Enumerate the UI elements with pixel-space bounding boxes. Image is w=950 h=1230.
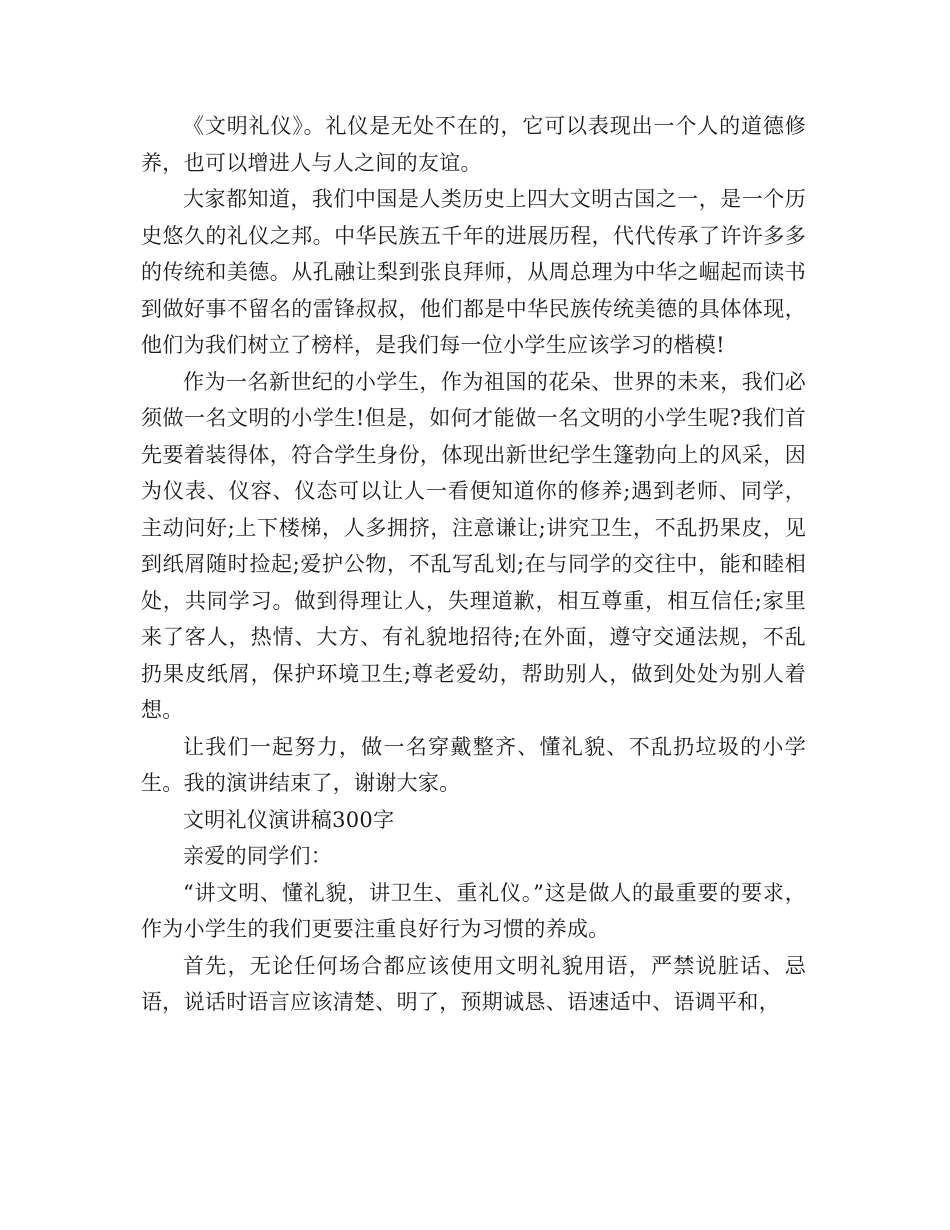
paragraph-quote: “讲文明、懂礼貌，讲卫生、重礼仪。”这是做人的最重要的要求，作为小学生的我们更要注重良好行为习惯的养成。 [141,880,806,941]
paragraph-closing: 让我们一起努力，做一名穿戴整齐、懂礼貌、不乱扔垃圾的小学生。我的演讲结束了，谢谢大家。 [141,734,806,795]
paragraph-language: 首先，无论任何场合都应该使用文明礼貌用语，严禁说脏话、忌语，说话时语言应该清楚、明了，预期诚恳、语速适中、语调平和， [141,953,806,1014]
paragraph-history: 大家都知道，我们中国是人类历史上四大文明古国之一，是一个历史悠久的礼仪之邦。中华民族五千年的进展历程，代代传承了许许多多的传统和美德。从孔融让梨到张良拜师，从周总理为中华之崛起而读书到做好事不留名的雷锋叔叔，他们都是中华民族传统美德的具体体现，他们为我们树立了榜样，是我们每一位小学生应该学习的楷模! [141,187,806,357]
document-body [141,108,806,1021]
paragraph-intro: 《文明礼仪》。礼仪是无处不在的，它可以表现出一个人的道德修养，也可以增进人与人之间的友谊。 [141,114,806,175]
speech-greeting: 亲爱的同学们： [183,844,333,868]
paragraph-student-conduct: 作为一名新世纪的小学生，作为祖国的花朵、世界的未来，我们必须做一名文明的小学生!但是，如何才能做一名文明的小学生呢?我们首先要着装得体，符合学生身份，体现出新世纪学生篷勃向上的风采，因为仪表、仪容、仪态可以让人一看便知道你的修养;遇到老师、同学，主动问好;上下楼梯，人多拥挤，注意谦让;讲究卫生，不乱扔果皮，见到纸屑随时捡起;爱护公物，不乱写乱划;在与同学的交往中，能和睦相处，共同学习。做到得理让人，失理道歉，相互尊重，相互信任;家里来了客人，热情、大方、有礼貌地招待;在外面，遵守交通法规，不乱扔果皮纸屑，保护环境卫生;尊老爱幼，帮助别人，做到处处为别人着想。 [141,369,806,722]
speech-title: 文明礼仪演讲稿300字 [183,807,395,832]
